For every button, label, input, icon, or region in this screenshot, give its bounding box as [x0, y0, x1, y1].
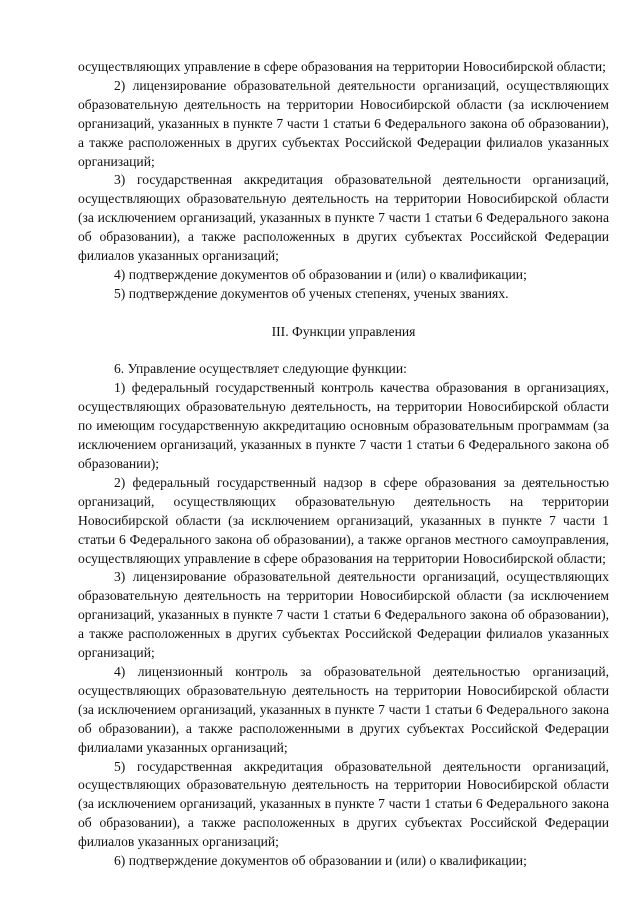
section-heading: III. Функции управления	[271, 323, 416, 339]
paragraph-item-4-documents: 4) подтверждение документов об образовании и (или) о квалификации;	[114, 266, 527, 282]
paragraph-function-2-supervision: 2) федеральный государственный надзор в сфере образования за деятельностью организаций, осуществляющих образовательную деятельность на территории Новосибирской области (за исключением организаций, указанных в пункте 7 части 1 статьи 6 Федерального закона об образовании), а также органов местного самоуправления, осуществляющих управление в сфере образования на территории Новосибирской области;	[78, 474, 609, 566]
paragraph-function-5-accreditation: 5) государственная аккредитация образовательной деятельности организаций, осуществляющих образовательную деятельность на территории Новосибирской области (за исключением организаций, указанных в пункте 7 части 1 статьи 6 Федерального закона об образовании), а также расположенных в других субъектах Российской Федерации филиалов указанных организаций;	[78, 758, 609, 850]
paragraph-function-1-quality-control: 1) федеральный государственный контроль качества образования в организациях, осуществляющих образовательную деятельность, на территории Новосибирской области по имеющим государственную аккредитацию основным образовательным программам (за исключением организаций, указанных в пункте 7 части 1 статьи 6 Федерального закона об образовании);	[78, 380, 609, 471]
paragraph-function-4-license-control: 4) лицензионный контроль за образовательной деятельностью организаций, осуществляющих образовательную деятельность на территории Новосибирской области (за исключением организаций, указанных в пункте 7 части 1 статьи 6 Федерального закона об образовании), а также расположенными в других субъектах Российской Федерации филиалами указанных организаций;	[78, 663, 609, 755]
paragraph-item-3-accreditation: 3) государственная аккредитация образовательной деятельности организаций, осуществляющих образовательную деятельность на территории Новосибирской области (за исключением организаций, указанных в пункте 7 части 1 статьи 6 Федерального закона об образовании), а также расположенных в других субъектах Российской Федерации филиалов указанных организаций;	[78, 172, 609, 264]
paragraph-item-2-licensing: 2) лицензирование образовательной деятельности организаций, осуществляющих образовательную деятельность на территории Новосибирской области (за исключением организаций, указанных в пункте 7 части 1 статьи 6 Федерального закона об образовании), а также расположенных в других субъектах Российской Федерации филиалов указанных организаций;	[78, 77, 609, 169]
paragraph-function-3-licensing: 3) лицензирование образовательной деятельности организаций, осуществляющих образовательную деятельность на территории Новосибирской области (за исключением организаций, указанных в пункте 7 части 1 статьи 6 Федерального закона об образовании), а также расположенных в других субъектах Российской Федерации филиалов указанных организаций;	[78, 569, 609, 661]
document-page	[78, 58, 609, 871]
paragraph-item-5-degrees: 5) подтверждение документов об ученых степенях, ученых званиях.	[114, 285, 509, 301]
paragraph-functions-intro: 6. Управление осуществляет следующие функции:	[114, 361, 407, 377]
paragraph-continuation: осуществляющих управление в сфере образования на территории Новосибирской области;	[78, 59, 606, 74]
paragraph-function-6-documents: 6) подтверждение документов об образовании и (или) о квалификации;	[114, 853, 527, 869]
